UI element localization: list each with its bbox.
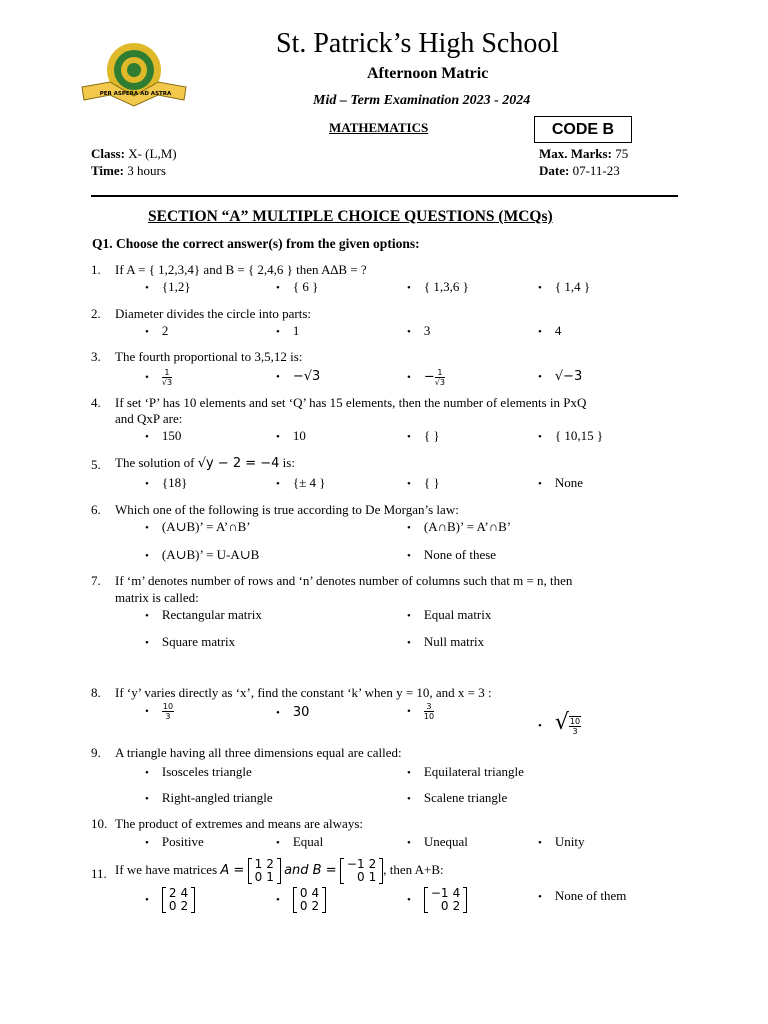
- bullet: •: [538, 371, 542, 383]
- option-text: {± 4 }: [292, 475, 326, 490]
- option-text: Unequal: [423, 834, 468, 849]
- bullet: •: [407, 282, 411, 294]
- matrix-b: [340, 858, 383, 884]
- bullet: •: [407, 610, 411, 622]
- date-line: [539, 163, 620, 179]
- bullet: •: [145, 522, 149, 534]
- denominator: √3: [161, 378, 173, 387]
- matrix-cell: 0: [299, 886, 308, 900]
- option: [145, 475, 187, 491]
- matrix-cell: 2: [168, 886, 177, 900]
- option: [145, 428, 181, 444]
- option-text: Rectangular matrix: [161, 607, 262, 622]
- matrix-cell: 2: [368, 857, 377, 871]
- minus-sign: −: [423, 369, 435, 385]
- option: [145, 547, 259, 563]
- option: [538, 368, 582, 384]
- option: [538, 888, 626, 904]
- option: [145, 279, 191, 295]
- option-text: Equilateral triangle: [423, 764, 524, 779]
- bullet: •: [538, 837, 542, 849]
- bullet: •: [538, 282, 542, 294]
- fraction: [435, 368, 445, 387]
- option: [407, 547, 496, 563]
- option-text: 3: [423, 323, 431, 338]
- option: [407, 764, 524, 780]
- option-text: √−3: [554, 369, 583, 384]
- option-text: { 6 }: [292, 279, 319, 294]
- option: [145, 702, 174, 721]
- matrix-cell: 1: [368, 870, 377, 884]
- denominator: √3: [434, 378, 445, 387]
- question-number: 2.: [91, 306, 101, 321]
- time-line: [91, 163, 166, 179]
- bullet: •: [145, 837, 149, 849]
- bullet: •: [276, 837, 280, 849]
- option-text: −√3: [292, 369, 321, 384]
- option: [538, 428, 603, 444]
- class-label: Class:: [91, 146, 125, 161]
- question-text: Which one of the following is true according to De Morgan’s law:: [115, 502, 459, 517]
- option-text: Unity: [554, 834, 585, 849]
- question-text: The product of extremes and means are always:: [115, 816, 363, 831]
- matrix-b-label: and B =: [284, 862, 337, 878]
- option: [407, 634, 484, 650]
- numerator: 3: [424, 702, 434, 712]
- bullet: •: [145, 637, 149, 649]
- option: [145, 887, 195, 913]
- option-text: { }: [423, 475, 440, 490]
- option-text: { }: [423, 428, 440, 443]
- question-number: 1.: [91, 262, 101, 277]
- date-value: 07-11-23: [572, 163, 620, 178]
- bullet: •: [407, 893, 411, 906]
- option-text: 1: [292, 323, 300, 338]
- option: [407, 607, 491, 623]
- option: [538, 710, 581, 736]
- option-text: 2: [161, 323, 169, 338]
- bullet: •: [538, 891, 542, 903]
- option: [276, 428, 306, 444]
- numerator: 1: [435, 368, 445, 378]
- time-value: 3 hours: [127, 163, 166, 178]
- bullet: •: [145, 282, 149, 294]
- bullet: •: [538, 326, 542, 338]
- bullet: •: [276, 371, 280, 383]
- option-text: None of them: [554, 888, 627, 903]
- fraction: [162, 368, 172, 387]
- fraction: [569, 716, 581, 736]
- question-text-a: The solution of: [115, 455, 195, 470]
- exam-subtitle: Afternoon Matric: [367, 65, 489, 82]
- bullet: •: [407, 550, 411, 562]
- option: [407, 519, 511, 535]
- option: [538, 323, 561, 339]
- option-text: (A∪B)’ = U-A∪B: [161, 547, 260, 562]
- question-text-cont: and QxP are:: [115, 411, 183, 426]
- subject-title: MATHEMATICS: [329, 120, 429, 135]
- option-text: Right-angled triangle: [161, 790, 273, 805]
- bullet: •: [407, 522, 411, 534]
- matrix-cell: 0: [254, 870, 263, 884]
- option: [407, 323, 430, 339]
- question-text: If set ‘P’ has 10 elements and set ‘Q’ has 15 elements, then the number of elements in PxQ: [115, 395, 587, 410]
- option-text: Isosceles triangle: [161, 764, 252, 779]
- matrix: [162, 887, 195, 913]
- numerator: 10: [569, 717, 581, 727]
- matrix-cell: 2: [311, 899, 320, 913]
- fraction: [162, 702, 174, 721]
- option: [407, 475, 440, 491]
- matrix-cell: 0: [299, 899, 308, 913]
- option-text: { 1,4 }: [554, 279, 591, 294]
- bullet: •: [276, 326, 280, 338]
- option: [276, 887, 326, 913]
- matrix-cell: 1: [254, 857, 263, 871]
- school-logo: [80, 40, 188, 110]
- bullet: •: [145, 793, 149, 805]
- option: [145, 368, 172, 387]
- option-text: 10: [292, 428, 306, 443]
- question-number: 11.: [91, 866, 107, 881]
- question-text: A triangle having all three dimensions equal are called:: [115, 745, 402, 760]
- section-title: SECTION “A” MULTIPLE CHOICE QUESTIONS (MCQs): [148, 208, 553, 225]
- option-text: 150: [161, 428, 182, 443]
- matrix-cell: 4: [180, 886, 189, 900]
- question-number: 8.: [91, 685, 101, 700]
- bullet: •: [407, 478, 411, 490]
- denominator: 10: [423, 712, 435, 721]
- option: [407, 834, 468, 850]
- option: [407, 368, 445, 387]
- class-value: X- (L,M): [128, 146, 177, 161]
- denominator: 3: [572, 727, 578, 737]
- option-text: Equal: [292, 834, 324, 849]
- bullet: •: [145, 371, 149, 384]
- question-number: 4.: [91, 395, 101, 410]
- fraction: [424, 702, 434, 721]
- option-text: { 1,3,6 }: [423, 279, 469, 294]
- date-label: Date:: [539, 163, 570, 178]
- bullet: •: [145, 767, 149, 779]
- option: [276, 323, 299, 339]
- option: [145, 634, 235, 650]
- divider: [91, 195, 678, 197]
- option: [407, 279, 469, 295]
- bullet: •: [276, 478, 280, 490]
- question-text-a: If we have matrices: [115, 861, 218, 877]
- matrix-cell: 1: [266, 870, 274, 884]
- option: [145, 764, 252, 780]
- bullet: •: [407, 637, 411, 649]
- option: [145, 790, 273, 806]
- option: [276, 834, 323, 850]
- matrix-cell: 4: [452, 886, 461, 900]
- equation: √y − 2 = −4: [197, 456, 280, 471]
- option-text: Null matrix: [423, 634, 485, 649]
- matrix-a-label: A =: [220, 862, 245, 878]
- numerator: 10: [162, 702, 174, 711]
- matrix: [293, 887, 326, 913]
- option-text: None: [554, 475, 584, 490]
- option: [145, 323, 168, 339]
- bullet: •: [145, 610, 149, 622]
- option-text: None of these: [423, 547, 497, 562]
- option: [407, 790, 507, 806]
- class-line: [91, 146, 177, 162]
- bullet: •: [145, 893, 149, 906]
- sqrt-sign: √: [554, 710, 569, 735]
- numerator: 1: [162, 368, 172, 378]
- question-number: 5.: [91, 457, 101, 472]
- option-text: { 10,15 }: [554, 428, 604, 443]
- option-text: Square matrix: [161, 634, 236, 649]
- option: [538, 834, 584, 850]
- question-text: [115, 858, 444, 884]
- exam-title: Mid – Term Examination 2023 - 2024: [313, 93, 531, 108]
- matrix-a: [248, 858, 281, 884]
- option: [276, 704, 309, 720]
- option: [276, 279, 318, 295]
- bullet: •: [145, 326, 149, 338]
- question-number: 9.: [91, 745, 101, 760]
- question-text: The fourth proportional to 3,5,12 is:: [115, 349, 303, 364]
- matrix-cell: 4: [311, 886, 320, 900]
- marks-line: [539, 146, 628, 162]
- bullet: •: [145, 478, 149, 490]
- option-text: 30: [292, 705, 310, 720]
- option-text: {1,2}: [161, 279, 191, 294]
- time-label: Time:: [91, 163, 124, 178]
- question-text: [115, 455, 295, 472]
- code-box: CODE B: [534, 116, 632, 143]
- matrix-cell: 0: [356, 870, 365, 884]
- matrix-cell: −1: [346, 857, 365, 871]
- bullet: •: [407, 837, 411, 849]
- option-text: {18}: [161, 475, 188, 490]
- option: [407, 428, 440, 444]
- option: [538, 279, 590, 295]
- matrix-cell: 0: [168, 899, 177, 913]
- option: [407, 887, 467, 913]
- option-text: Positive: [161, 834, 204, 849]
- question-text: Diameter divides the circle into parts:: [115, 306, 312, 321]
- option: [145, 607, 262, 623]
- matrix-cell: −1: [430, 886, 449, 900]
- bullet: •: [407, 431, 411, 443]
- option: [145, 834, 204, 850]
- question-number: 3.: [91, 349, 101, 364]
- option: [276, 475, 325, 491]
- question-number: 6.: [91, 502, 101, 517]
- question-text: If A = { 1,2,3,4} and B = { 2,4,6 } then A∆B = ?: [115, 262, 367, 277]
- question-text-b: is:: [282, 455, 295, 470]
- option-text: (A∩B)’ = A’∩B’: [423, 519, 512, 534]
- question-text-b: , then A+B:: [383, 861, 444, 877]
- option: [407, 702, 434, 721]
- instruction: Q1. Choose the correct answer(s) from the given options:: [92, 236, 420, 251]
- bullet: •: [145, 550, 149, 562]
- option-text: 4: [554, 323, 562, 338]
- option-text: Scalene triangle: [423, 790, 508, 805]
- matrix-cell: 2: [180, 899, 189, 913]
- bullet: •: [276, 707, 280, 719]
- question-text: If ‘m’ denotes number of rows and ‘n’ denotes number of columns such that m = n, then: [115, 573, 573, 588]
- question-text: If ‘y’ varies directly as ‘x’, find the constant ‘k’ when y = 10, and x = 3 :: [115, 685, 492, 700]
- bullet: •: [407, 371, 411, 384]
- bullet: •: [407, 705, 411, 718]
- option-text: (A∪B)’ = A’∩B’: [161, 519, 251, 534]
- bullet: •: [407, 767, 411, 779]
- school-name: St. Patrick’s High School: [276, 28, 560, 59]
- bullet: •: [538, 478, 542, 490]
- question-text-cont: matrix is called:: [115, 590, 199, 605]
- matrix-cell: 2: [452, 899, 461, 913]
- option-text: Equal matrix: [423, 607, 492, 622]
- denominator: 3: [165, 712, 171, 721]
- bullet: •: [276, 431, 280, 443]
- matrix: [424, 887, 467, 913]
- matrix-cell: 0: [440, 899, 449, 913]
- bullet: •: [407, 793, 411, 805]
- bullet: •: [145, 431, 149, 443]
- bullet: •: [407, 326, 411, 338]
- matrix-cell: 2: [266, 857, 274, 871]
- question-number: 10.: [91, 816, 108, 831]
- question-number: 7.: [91, 573, 101, 588]
- option: [145, 519, 251, 535]
- bullet: •: [538, 431, 542, 443]
- option: [538, 475, 583, 491]
- bullet: •: [276, 893, 280, 906]
- marks-value: 75: [615, 146, 629, 161]
- bullet: •: [538, 720, 542, 732]
- bullet: •: [145, 705, 149, 718]
- marks-label: Max. Marks:: [539, 146, 612, 161]
- option: [276, 368, 320, 384]
- bullet: •: [276, 282, 280, 294]
- motto: PER ASPERA AD ASTRA: [99, 91, 172, 97]
